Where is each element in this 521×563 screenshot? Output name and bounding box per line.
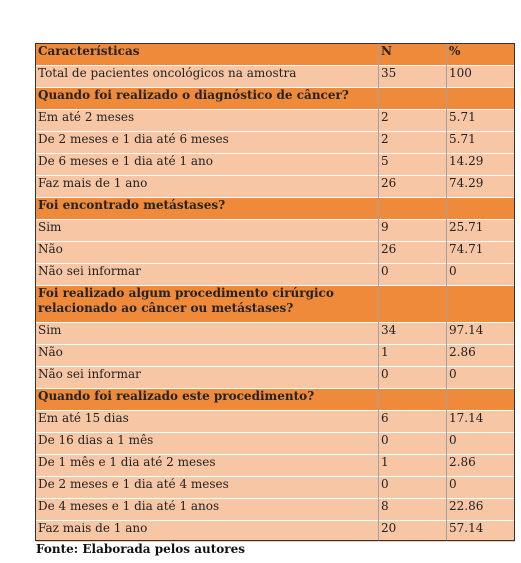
row-n-value: 6 bbox=[379, 411, 447, 433]
row-n-value bbox=[379, 389, 447, 411]
row-percent-value: 97.14 bbox=[447, 323, 516, 345]
table-row bbox=[36, 433, 516, 455]
row-percent-value: 0 bbox=[447, 367, 516, 389]
table-body bbox=[36, 44, 516, 543]
table-row bbox=[36, 242, 516, 264]
row-percent-value: 25.71 bbox=[447, 220, 516, 242]
row-label: Sim bbox=[36, 220, 379, 242]
row-n-value: 26 bbox=[379, 242, 447, 264]
table-row bbox=[36, 477, 516, 499]
row-label: De 2 meses e 1 dia até 4 meses bbox=[36, 477, 379, 499]
row-label: Total de pacientes oncológicos na amostra bbox=[36, 66, 379, 88]
row-n-value: 1 bbox=[379, 455, 447, 477]
section-header-row bbox=[36, 88, 516, 110]
row-percent-value: 74.29 bbox=[447, 176, 516, 198]
row-percent-value: 0 bbox=[447, 433, 516, 455]
table-row bbox=[36, 411, 516, 433]
row-n-value: 20 bbox=[379, 521, 447, 543]
table-row bbox=[36, 110, 516, 132]
section-header-row bbox=[36, 286, 516, 323]
characteristics-table bbox=[35, 43, 516, 543]
row-n-value: 0 bbox=[379, 367, 447, 389]
table-row bbox=[36, 455, 516, 477]
header-percent: % bbox=[447, 44, 516, 66]
row-label: Faz mais de 1 ano bbox=[36, 521, 379, 543]
row-percent-value: 0 bbox=[447, 264, 516, 286]
row-label: Sim bbox=[36, 323, 379, 345]
table-row bbox=[36, 132, 516, 154]
row-n-value bbox=[379, 88, 447, 110]
row-n-value: 9 bbox=[379, 220, 447, 242]
row-label: Faz mais de 1 ano bbox=[36, 176, 379, 198]
row-percent-value bbox=[447, 389, 516, 411]
row-n-value: 0 bbox=[379, 477, 447, 499]
row-label: Não bbox=[36, 345, 379, 367]
row-label: Em até 2 meses bbox=[36, 110, 379, 132]
table-header-row bbox=[36, 44, 516, 66]
row-label: Não sei informar bbox=[36, 367, 379, 389]
row-label: Não bbox=[36, 242, 379, 264]
row-percent-value: 2.86 bbox=[447, 345, 516, 367]
row-label: Não sei informar bbox=[36, 264, 379, 286]
row-percent-value: 22.86 bbox=[447, 499, 516, 521]
row-n-value: 2 bbox=[379, 110, 447, 132]
row-n-value bbox=[379, 198, 447, 220]
row-label: De 2 meses e 1 dia até 6 meses bbox=[36, 132, 379, 154]
row-n-value: 1 bbox=[379, 345, 447, 367]
characteristics-table-container bbox=[35, 43, 515, 543]
row-label: De 4 meses e 1 dia até 1 anos bbox=[36, 499, 379, 521]
row-percent-value: 5.71 bbox=[447, 132, 516, 154]
row-n-value bbox=[379, 286, 447, 323]
row-label: De 16 dias a 1 mês bbox=[36, 433, 379, 455]
source-footnote: Fonte: Elaborada pelos autores bbox=[36, 542, 245, 556]
table-row bbox=[36, 220, 516, 242]
row-label: Quando foi realizado este procedimento? bbox=[36, 389, 379, 411]
row-n-value: 2 bbox=[379, 132, 447, 154]
row-label: Foi realizado algum procedimento cirúrgico relacionado ao câncer ou metástases? bbox=[36, 286, 379, 323]
row-percent-value: 74.71 bbox=[447, 242, 516, 264]
table-row bbox=[36, 499, 516, 521]
header-characteristics: Características bbox=[36, 44, 379, 66]
table-row bbox=[36, 154, 516, 176]
row-n-value: 5 bbox=[379, 154, 447, 176]
row-n-value: 0 bbox=[379, 433, 447, 455]
table-row bbox=[36, 345, 516, 367]
row-percent-value: 2.86 bbox=[447, 455, 516, 477]
row-n-value: 0 bbox=[379, 264, 447, 286]
row-percent-value: 0 bbox=[447, 477, 516, 499]
row-percent-value: 5.71 bbox=[447, 110, 516, 132]
row-percent-value bbox=[447, 198, 516, 220]
section-header-row bbox=[36, 389, 516, 411]
table-row bbox=[36, 66, 516, 88]
row-label: Em até 15 dias bbox=[36, 411, 379, 433]
row-percent-value: 17.14 bbox=[447, 411, 516, 433]
table-row bbox=[36, 367, 516, 389]
table-row bbox=[36, 176, 516, 198]
row-percent-value: 57.14 bbox=[447, 521, 516, 543]
section-header-row bbox=[36, 198, 516, 220]
row-percent-value bbox=[447, 88, 516, 110]
table-row bbox=[36, 264, 516, 286]
row-n-value: 34 bbox=[379, 323, 447, 345]
row-label: De 6 meses e 1 dia até 1 ano bbox=[36, 154, 379, 176]
row-n-value: 8 bbox=[379, 499, 447, 521]
row-percent-value bbox=[447, 286, 516, 323]
row-label: Foi encontrado metástases? bbox=[36, 198, 379, 220]
row-percent-value: 14.29 bbox=[447, 154, 516, 176]
row-label: Quando foi realizado o diagnóstico de câncer? bbox=[36, 88, 379, 110]
row-percent-value: 100 bbox=[447, 66, 516, 88]
row-label: De 1 mês e 1 dia até 2 meses bbox=[36, 455, 379, 477]
header-n: N bbox=[379, 44, 447, 66]
table-row bbox=[36, 521, 516, 543]
row-n-value: 35 bbox=[379, 66, 447, 88]
table-row bbox=[36, 323, 516, 345]
row-n-value: 26 bbox=[379, 176, 447, 198]
